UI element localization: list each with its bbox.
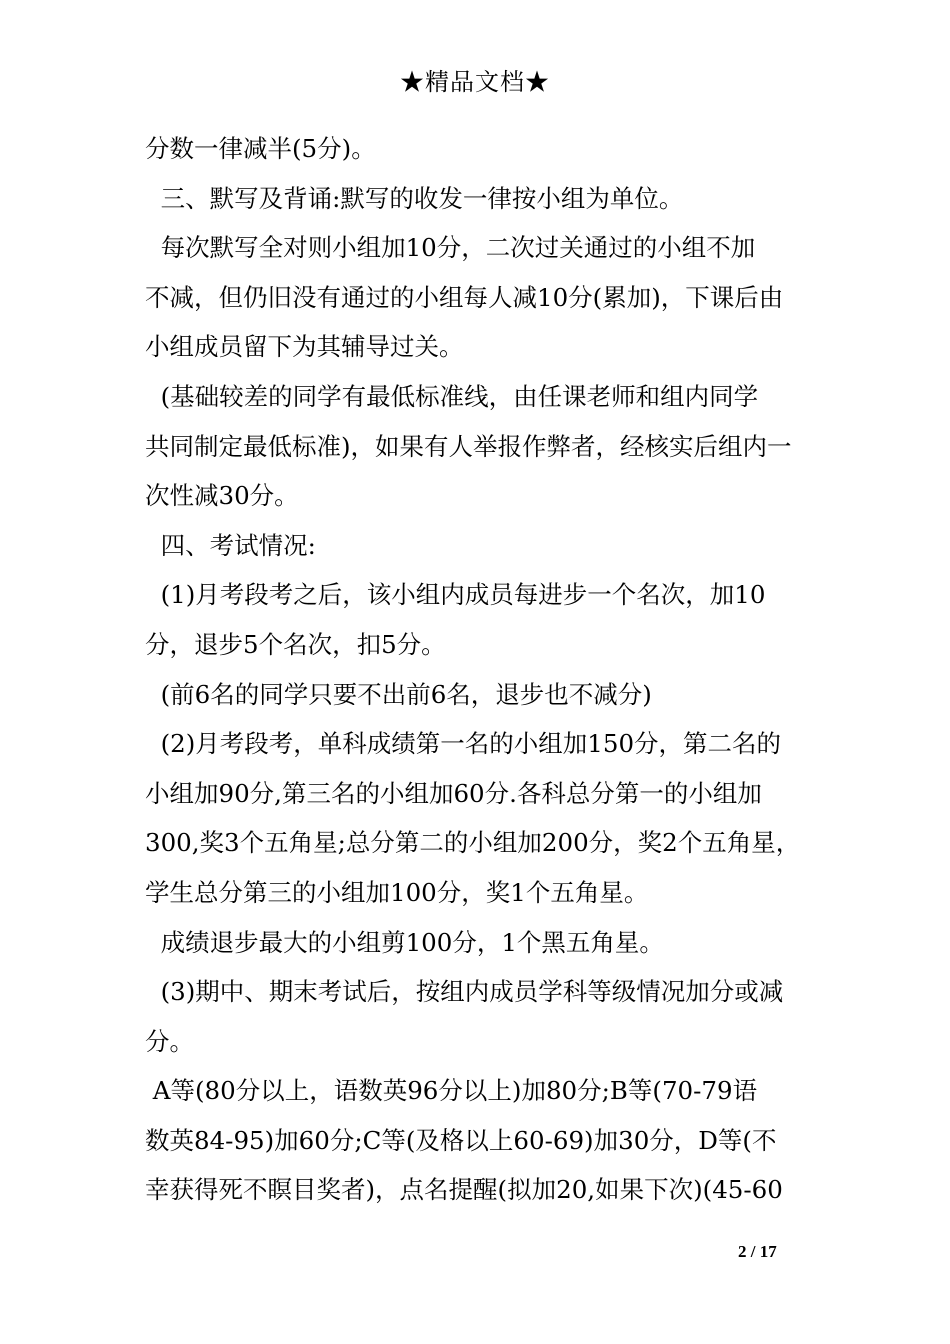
text-line: 数英84-95)加60分;C等(及格以上60-69)加30分，D等(不 (145, 1125, 777, 1155)
text-line: 成绩退步最大的小组剪100分，1个黑五角星。 (145, 927, 664, 957)
text-line: 小组加90分,第三名的小组加60分.各科总分第一的小组加 (145, 778, 762, 808)
page-number: 2 / 17 (738, 1242, 777, 1261)
text-line: 三、默写及背诵:默写的收发一律按小组为单位。 (145, 183, 684, 213)
document-body (145, 124, 810, 1215)
text-line: 分。 (145, 1026, 194, 1056)
text-line: 每次默写全对则小组加10分，二次过关通过的小组不加 (145, 233, 756, 263)
text-line: 小组成员留下为其辅导过关。 (145, 332, 464, 362)
text-line: (基础较差的同学有最低标准线，由任课老师和组内同学 (145, 381, 759, 411)
text-line: A等(80分以上，语数英96分以上)加80分;B等(70-79语 (145, 1076, 758, 1106)
text-line: 幸获得死不瞑目奖者)，点名提醒(拟加20,如果下次)(45-60 (145, 1175, 783, 1205)
text-line: (1)月考段考之后，该小组内成员每进步一个名次，加10 (145, 580, 766, 610)
text-line: 学生总分第三的小组加100分，奖1个五角星。 (145, 877, 649, 907)
text-line: 不减，但仍旧没有通过的小组每人减10分(累加)，下课后由 (145, 282, 784, 312)
text-line: (前6名的同学只要不出前6名，退步也不减分) (145, 679, 652, 709)
page-header-title: ★精品文档★ (400, 68, 550, 96)
text-line: 分数一律减半(5分)。 (145, 134, 376, 163)
text-line: 分，退步5个名次，扣5分。 (145, 629, 446, 659)
text-line: 次性减30分。 (145, 481, 299, 511)
text-line: (3)期中、期末考试后，按组内成员学科等级情况加分或减 (145, 977, 784, 1007)
text-line: (2)月考段考，单科成绩第一名的小组加150分，第二名的 (145, 729, 782, 759)
text-line: 四、考试情况: (145, 530, 316, 560)
text-line: 共同制定最低标准)，如果有人举报作弊者，经核实后组内一 (145, 431, 792, 461)
text-line: 300,奖3个五角星;总分第二的小组加200分，奖2个五角星， (145, 828, 801, 858)
